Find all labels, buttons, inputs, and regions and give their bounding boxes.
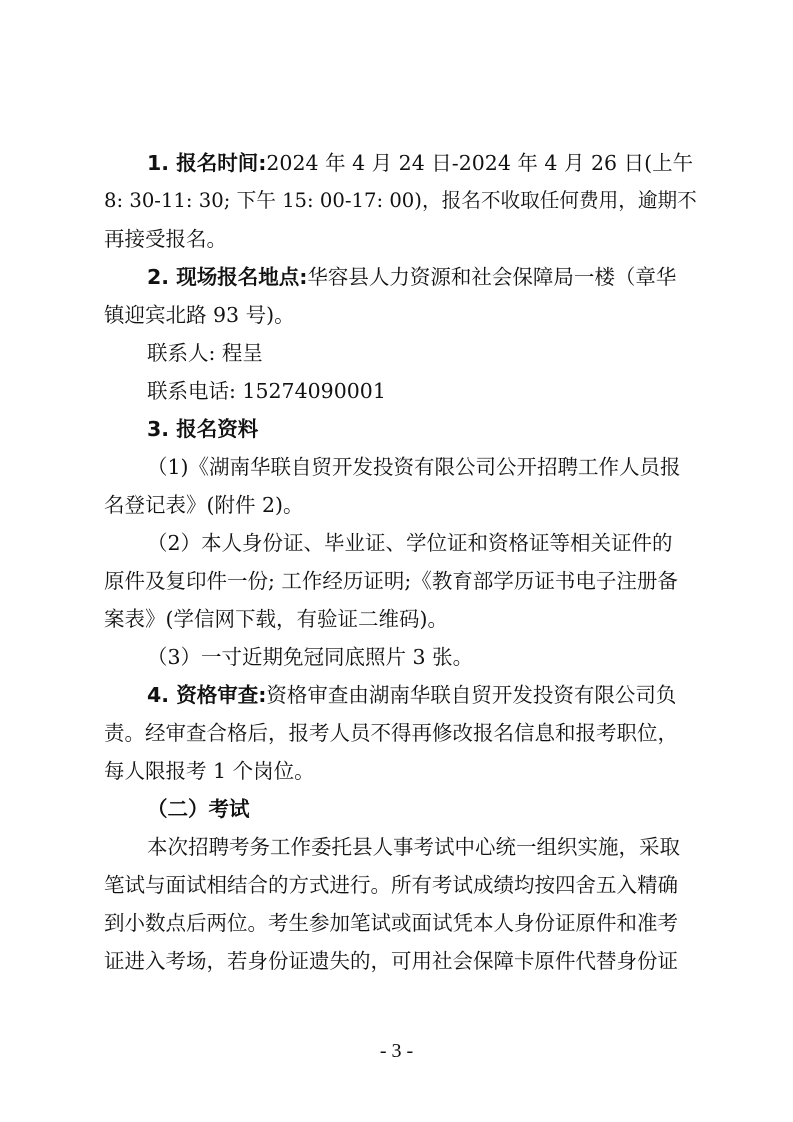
text-line: （1)《湖南华联自贸开发投资有限公司公开招聘工作人员报 [147,455,681,479]
text-line: 到小数点后两位。考生参加笔试或面试凭本人身份证原件和准考 [104,911,678,935]
text-line: （2）本人身份证、毕业证、学位证和资格证等相关证件的 [147,531,673,555]
text-run: 2024 年 4 月 24 日-2024 年 4 月 26 日(上午 [266,151,694,175]
text-line [147,262,676,292]
text-line: 案表》(学信网下载，有验证二维码)。 [104,607,448,631]
text-line: 笔试与面试相结合的方式进行。所有考试成绩均按四舍五入精确 [104,873,678,897]
text-line: 名登记表》(附件 2)。 [104,493,304,517]
section-heading: 1. 报名时间: [147,151,267,175]
text-line: 8: 30-11: 30; 下午 15: 00-17: 00)，报名不收取任何费用，逾期不 [104,189,697,212]
section-heading: 3. 报名资料 [147,417,259,441]
text-line [147,680,676,710]
text-line: 每人限报考 1 个岗位。 [104,759,315,783]
text-run: 资格审查由湖南华联自贸开发投资有限公司负 [266,683,677,707]
contact-phone: 联系电话: 15274090001 [147,379,386,403]
text-line: 再接受报名。 [104,227,227,251]
text-run: 华容县人力资源和社会保障局一楼（章华 [307,265,677,289]
contact-person: 联系人: 程呈 [147,341,263,365]
section-heading: 2. 现场报名地点: [147,265,308,289]
text-line: 原件及复印件一份; 工作经历证明;《教育部学历证书电子注册备 [104,569,678,593]
text-line: 镇迎宾北路 93 号)。 [104,303,295,327]
text-line: 责。经审查合格后，报考人员不得再修改报名信息和报考职位， [104,721,678,745]
text-line [147,148,693,178]
text-line: 证进入考场，若身份证遗失的，可用社会保障卡原件代替身份证 [104,949,678,973]
text-line: （3）一寸近期免冠同底照片 3 张。 [147,645,474,669]
page-number: - 3 - [379,1040,414,1062]
section-heading: 4. 资格审查: [147,683,267,707]
text-line: 本次招聘考务工作委托县人事考试中心统一组织实施，采取 [147,835,680,859]
section-heading: （二）考试 [147,797,250,821]
